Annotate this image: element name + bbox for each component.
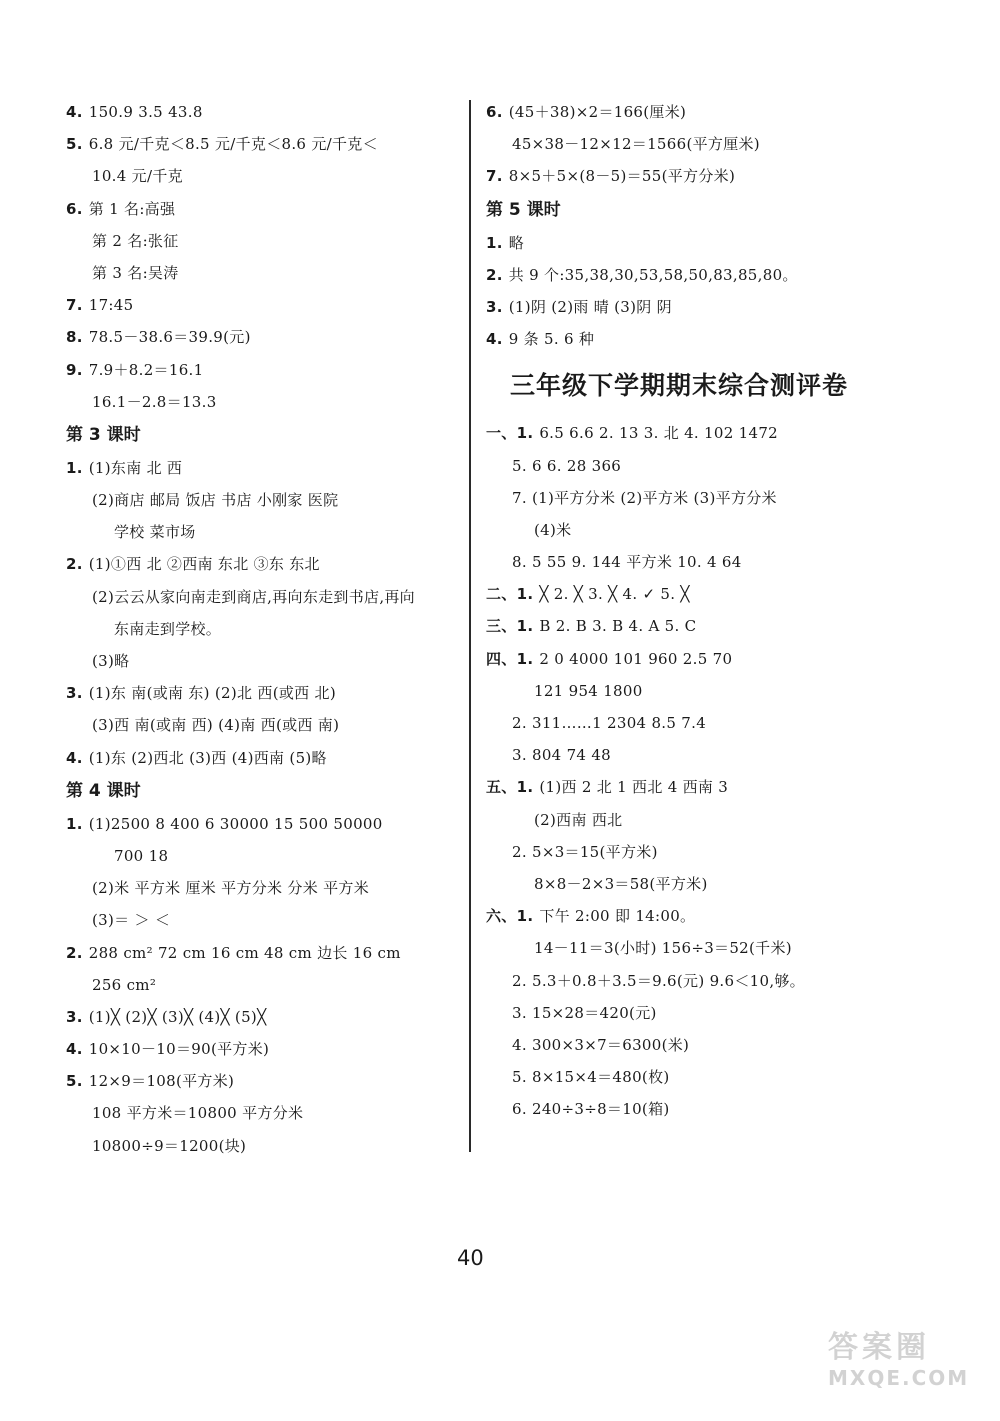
answer-text: 700 18 [114, 846, 169, 865]
answer-line [66, 645, 461, 677]
answer-text: (1)东南 北 西 [88, 458, 183, 477]
answer-text: 6.5 6.6 2. 13 3. 北 4. 102 1472 [539, 424, 779, 443]
answer-text: (2)米 平方米 厘米 平方分米 分米 平方米 [92, 879, 369, 898]
answer-line [66, 581, 461, 613]
answer-text: 2. 5.3＋0.8＋3.5＝9.6(元) 9.6＜10,够。 [512, 971, 805, 990]
column-divider [469, 100, 471, 1152]
item-number: 3. [66, 684, 83, 703]
answer-text: ╳ 2. ╳ 3. ╳ 4. ✓ 5. ╳ [539, 585, 690, 604]
answer-text: 2. 5×3＝15(平方米) [512, 842, 658, 861]
answer-line [66, 840, 461, 872]
answer-item [486, 417, 906, 449]
answer-line [66, 257, 461, 289]
item-number: 3. [486, 297, 503, 316]
answer-item [66, 354, 461, 386]
item-number: 5. [66, 135, 83, 154]
item-number: 6. [486, 103, 503, 121]
answer-text: 45×38－12×12＝1566(平方厘米) [512, 135, 760, 154]
answer-text: 7. (1)平方分米 (2)平方米 (3)平方分米 [512, 488, 777, 507]
answer-text: 下午 2:00 即 14:00。 [539, 907, 696, 926]
answer-item [486, 610, 906, 642]
answer-text: 256 cm² [92, 975, 157, 994]
answer-line [486, 1061, 906, 1093]
exam-title: 三年级下学期期末综合测评卷 [510, 371, 849, 401]
answer-line [66, 225, 461, 257]
answer-line [66, 613, 461, 645]
item-number: 2. [66, 943, 83, 962]
answer-text: 288 cm² 72 cm 16 cm 48 cm 边长 16 cm [88, 943, 401, 962]
answer-line [486, 707, 906, 739]
answer-text: 第 1 名:高强 [88, 199, 176, 218]
answer-item [486, 259, 906, 291]
answer-line [66, 904, 461, 936]
answer-item [486, 96, 906, 128]
answer-line [486, 739, 906, 771]
item-number: 7. [66, 296, 83, 315]
answer-item [486, 291, 906, 323]
answer-text: 14－11＝3(小时) 156÷3＝52(千米) [534, 939, 792, 958]
answer-item [486, 578, 906, 610]
answer-text: 78.5－38.6＝39.9(元) [88, 328, 251, 347]
answer-text: 16.1－2.8＝13.3 [92, 392, 217, 411]
item-number: 3. [66, 1007, 83, 1026]
answer-text: 7.9＋8.2＝16.1 [88, 360, 204, 379]
answer-item [66, 193, 461, 225]
item-number: 4. [66, 748, 83, 767]
answer-line [486, 868, 906, 900]
answer-item [66, 96, 461, 128]
answer-item [66, 677, 461, 709]
watermark-logo [828, 1322, 988, 1412]
answer-text: (1)①西 北 ②西南 东北 ③东 东北 [88, 555, 320, 574]
answer-text: (4)米 [534, 520, 572, 539]
item-number: 8. [66, 328, 83, 347]
answer-line [66, 484, 461, 516]
answer-text: (3)略 [92, 652, 130, 670]
answer-text: 第 2 名:张征 [92, 231, 179, 250]
answer-text: 108 平方米＝10800 平方分米 [92, 1104, 304, 1123]
answer-item [486, 643, 906, 675]
answer-text: (2)云云从家向南走到商店,再向东走到书店,再向 [92, 587, 415, 606]
answer-line [486, 546, 906, 578]
answer-text: 9 条 5. 6 种 [508, 330, 595, 349]
answer-text: 3. 15×28＝420(元) [512, 1003, 657, 1022]
answer-text: 2 0 4000 101 960 2.5 70 [539, 649, 733, 668]
item-number: 6. [66, 199, 83, 218]
item-number: 4. [486, 330, 503, 349]
answer-item [486, 323, 906, 355]
answer-text: (2)商店 邮局 饭店 书店 小刚家 医院 [92, 491, 339, 510]
answer-text: 8. 5 55 9. 144 平方米 10. 4 64 [512, 553, 742, 572]
answer-text: (3)＝ ＞ ＜ [92, 911, 171, 930]
item-number: 4. [66, 103, 83, 121]
section-heading: 第 3 课时 [66, 424, 141, 445]
answer-text: 17:45 [88, 296, 134, 315]
answer-text: (1)2500 8 400 6 30000 15 500 50000 [88, 814, 383, 833]
answer-text: 10.4 元/千克 [92, 167, 183, 186]
answer-text: 4. 300×3×7＝6300(米) [512, 1035, 690, 1054]
answer-text: 5. 8×15×4＝480(枚) [512, 1068, 670, 1087]
item-number: 1. [66, 814, 83, 833]
watermark-bottom-text: MXQE.COM [828, 1366, 970, 1390]
answer-text: (1)西 2 北 1 西北 4 西南 3 [539, 778, 729, 797]
answer-line [486, 997, 906, 1029]
answer-text: 12×9＝108(平方米) [88, 1072, 235, 1091]
answer-text: 10800÷9＝1200(块) [92, 1136, 247, 1155]
answer-line [66, 1130, 461, 1162]
watermark-top-text: 答案圈 [828, 1330, 930, 1365]
answer-item [66, 289, 461, 321]
answer-line [66, 872, 461, 904]
answer-item [66, 742, 461, 774]
answer-item [66, 808, 461, 840]
item-number: 四、1. [486, 649, 534, 668]
answer-text: (3)西 南(或南 西) (4)南 西(或西 南) [92, 716, 340, 735]
answer-item [66, 1001, 461, 1033]
answer-text: 6.8 元/千克＜8.5 元/千克＜8.6 元/千克＜ [88, 135, 378, 154]
answer-text: (1)阴 (2)雨 晴 (3)阴 阴 [508, 297, 672, 316]
answer-text: (1)东 南(或南 东) (2)北 西(或西 北) [88, 684, 336, 703]
answer-item [66, 1033, 461, 1065]
item-number: 4. [66, 1040, 83, 1059]
answer-line [66, 1097, 461, 1129]
answer-text: 东南走到学校。 [114, 619, 222, 638]
answer-text: 150.9 3.5 43.8 [88, 103, 203, 121]
item-number: 六、1. [486, 907, 534, 926]
item-number: 9. [66, 360, 83, 379]
answer-item [66, 937, 461, 969]
answer-line [66, 160, 461, 192]
answer-text: 学校 菜市场 [114, 523, 196, 542]
left-column [66, 96, 461, 1162]
answer-text: B 2. B 3. B 4. A 5. C [539, 617, 697, 636]
item-number: 一、1. [486, 424, 534, 443]
item-number: 2. [66, 555, 83, 574]
right-column [486, 96, 906, 1125]
answer-line [66, 386, 461, 418]
answer-item [486, 227, 906, 259]
answer-text: (2)西南 西北 [534, 810, 623, 829]
answer-text: 2. 311……1 2304 8.5 7.4 [512, 714, 707, 732]
answer-line [486, 675, 906, 707]
answer-text: 3. 804 74 48 [512, 746, 612, 765]
answer-line [486, 128, 906, 160]
answer-text: 共 9 个:35,38,30,53,58,50,83,85,80。 [508, 265, 798, 284]
answer-line [486, 836, 906, 868]
answer-item [66, 321, 461, 353]
answer-line [486, 1029, 906, 1061]
answer-text: 5. 6 6. 28 366 [512, 456, 622, 475]
answer-item [66, 1065, 461, 1097]
answer-line [486, 1093, 906, 1125]
answer-line [66, 709, 461, 741]
section-heading: 第 5 课时 [486, 199, 561, 220]
answer-line [486, 804, 906, 836]
answer-text: 8×8－2×3＝58(平方米) [534, 874, 708, 893]
answer-item [66, 548, 461, 580]
answer-text: 6. 240÷3÷8＝10(箱) [512, 1100, 670, 1119]
item-number: 1. [486, 233, 503, 252]
item-number: 二、1. [486, 585, 534, 604]
answer-text: 121 954 1800 [534, 681, 643, 700]
answer-text: 10×10－10＝90(平方米) [88, 1040, 270, 1059]
answer-line [486, 514, 906, 546]
item-number: 1. [66, 458, 83, 477]
answer-text: (1)╳ (2)╳ (3)╳ (4)╳ (5)╳ [88, 1007, 267, 1026]
item-number: 2. [486, 265, 503, 284]
item-number: 5. [66, 1072, 83, 1091]
item-number: 五、1. [486, 778, 534, 797]
answer-text: 略 [508, 233, 525, 252]
answer-line [486, 482, 906, 514]
answer-text: (45＋38)×2＝166(厘米) [508, 103, 687, 121]
answer-item [486, 900, 906, 932]
answer-text: (1)东 (2)西北 (3)西 (4)西南 (5)略 [88, 748, 327, 767]
item-number: 三、1. [486, 617, 534, 636]
answer-item [486, 160, 906, 192]
answer-line [66, 969, 461, 1001]
answer-text: 第 3 名:吴涛 [92, 263, 179, 282]
answer-item [66, 128, 461, 160]
section-heading: 第 4 课时 [66, 780, 141, 801]
answer-line [486, 965, 906, 997]
page-number: 40 [457, 1246, 484, 1270]
answer-line [66, 516, 461, 548]
answer-item [66, 452, 461, 484]
answer-text: 8×5＋5×(8－5)＝55(平方分米) [508, 167, 736, 186]
answer-item [486, 771, 906, 803]
answer-line [486, 932, 906, 964]
answer-line [486, 450, 906, 482]
item-number: 7. [486, 167, 503, 186]
